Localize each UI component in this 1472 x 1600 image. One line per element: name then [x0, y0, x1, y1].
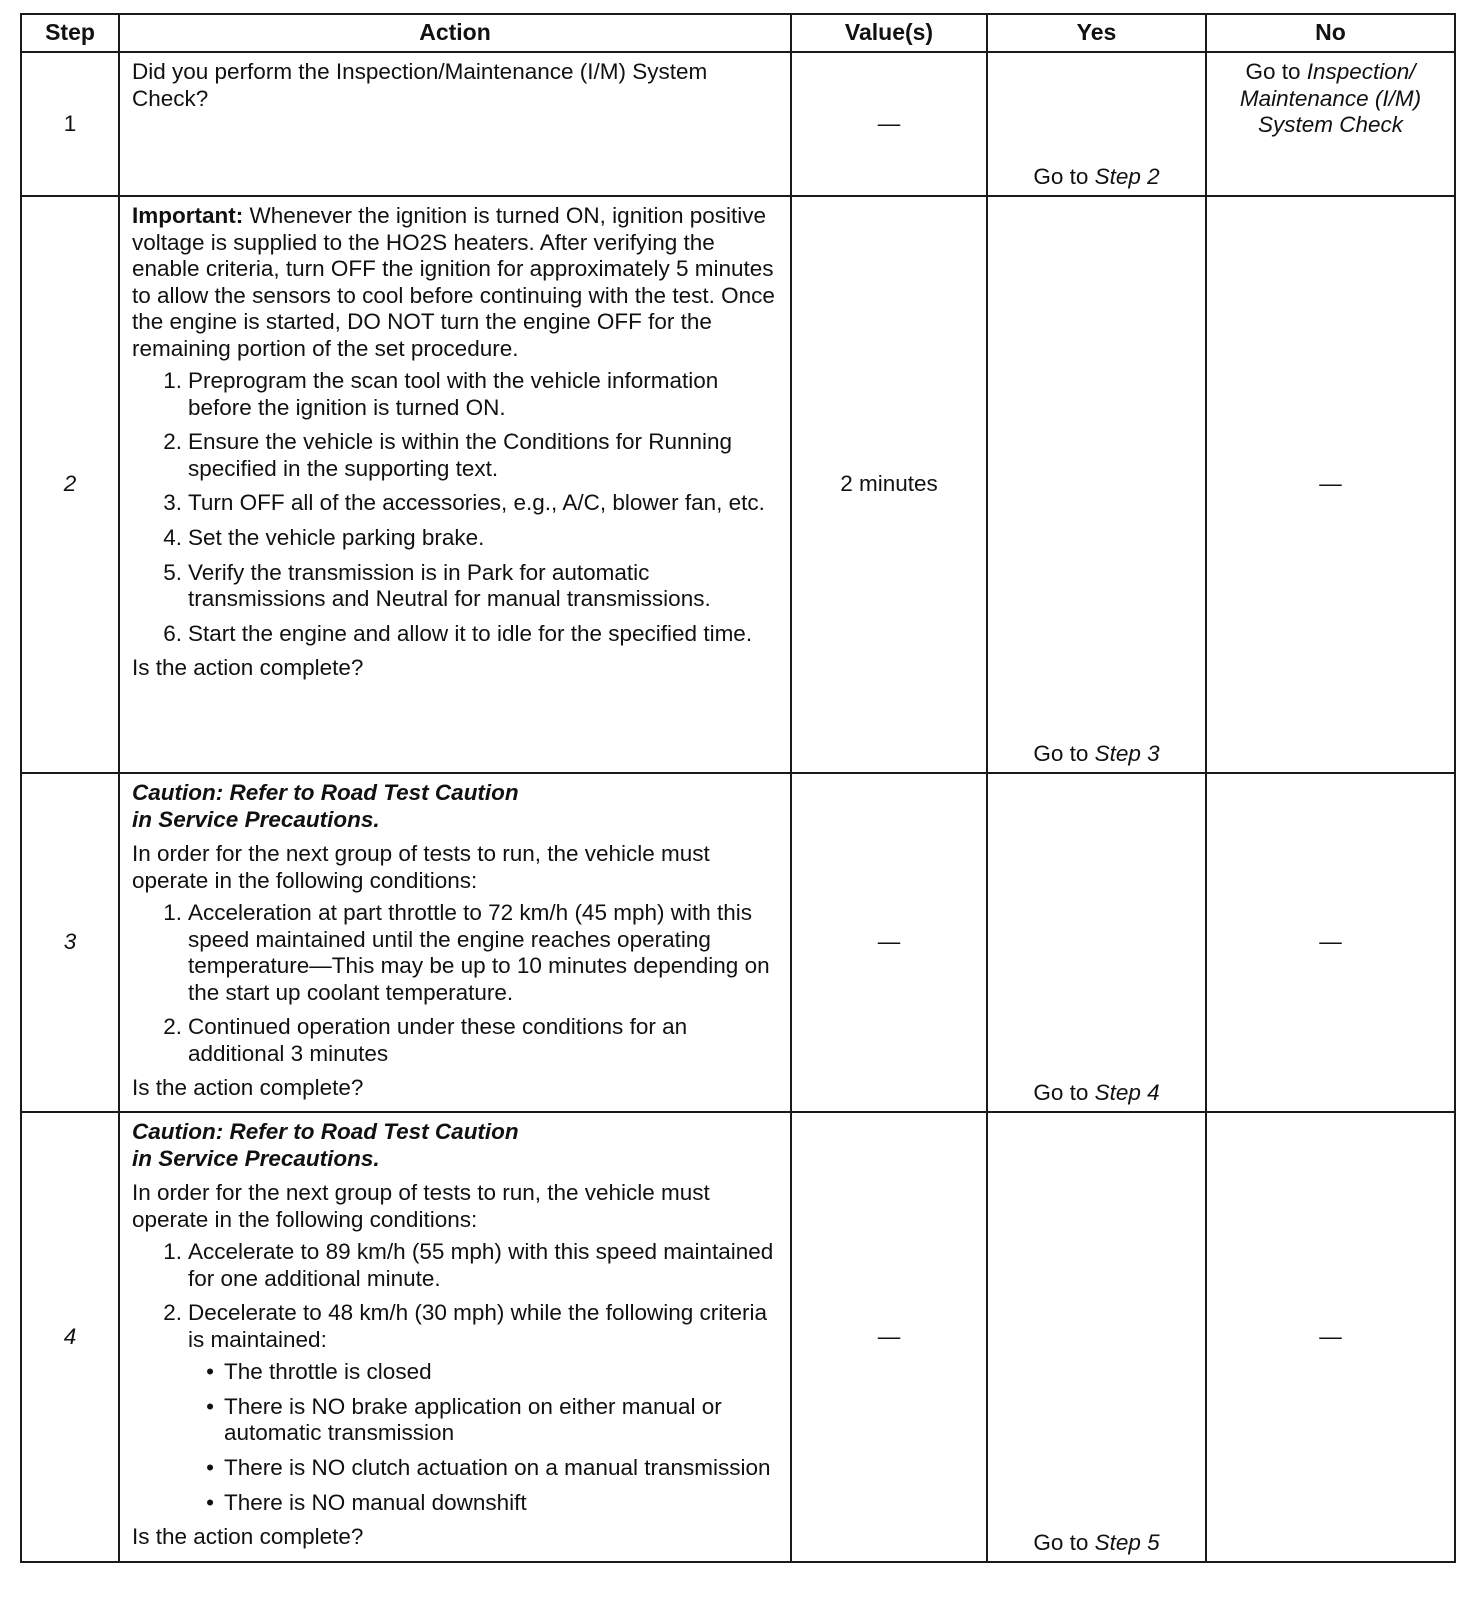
yes-link[interactable]: Step 4 [1094, 1080, 1160, 1106]
header-step: Step [21, 14, 119, 52]
table-row [21, 196, 1455, 773]
yes-cell [987, 773, 1206, 1112]
bullet-item: • The throttle is closed [206, 1359, 432, 1385]
yes-prefix: Go to [1033, 1530, 1095, 1556]
header-row [21, 14, 1455, 52]
yes-prefix: Go to [1033, 741, 1095, 767]
action-cell [119, 1112, 791, 1562]
caution-note [132, 780, 780, 833]
list-item: 2. Decelerate to 48 km/h (30 mph) while the following criteria is maintained: • The throttle is closed • There is NO brake application on either manual or automatic transmission • There is NO clutch actuation on a manual transmission • There is NO manual downshift [132, 1300, 780, 1516]
conditions-intro: In order for the next group of tests to run, the vehicle must operate in the following conditions: [132, 841, 710, 893]
procedure-list [132, 368, 780, 647]
list-item: 1. Acceleration at part throttle to 72 km/h (45 mph) with this speed maintained until the engine reaches operating temperature—This may be up to 10 minutes depending on the start up coolant temperature. [163, 900, 770, 1005]
important-text: Whenever the ignition is turned ON, ignition positive voltage is supplied to the HO2S heaters. After verifying the enable criteria, turn OFF the ignition for approximately 5 minutes to allow the sensors to cool before continuing with the test. Once the engine is started, DO NOT turn the engine OFF for the remaining portion of the set procedure. [132, 203, 775, 361]
no-link[interactable]: Inspection/ Maintenance (I/M) System Check [1239, 59, 1422, 138]
list-item: 2. Continued operation under these conditions for an additional 3 minutes [163, 1014, 688, 1066]
caution-line: Caution: Refer to Road Test Caution [132, 1119, 519, 1144]
step-number: 1 [21, 52, 119, 196]
action-cell [119, 196, 791, 773]
caution-note [132, 1119, 780, 1172]
no-cell [1206, 52, 1455, 196]
step-number: 4 [21, 1112, 119, 1562]
header-values: Value(s) [791, 14, 987, 52]
diagnostic-steps-table [20, 13, 1456, 1563]
step-number: 2 [21, 196, 119, 773]
bullet-item: • There is NO brake application on either manual or automatic transmission [206, 1393, 722, 1446]
table-row [21, 52, 1455, 196]
no-cell: — [1206, 196, 1455, 773]
conditions-list [132, 900, 780, 1067]
list-item: 4. Set the vehicle parking brake. [163, 525, 485, 551]
caution-line: in Service Precautions. [132, 1145, 380, 1171]
important-note [132, 203, 780, 362]
yes-cell [987, 1112, 1206, 1562]
list-item: 1. Preprogram the scan tool with the vehicle information before the ignition is turned ON. [163, 368, 719, 420]
no-cell: — [1206, 773, 1455, 1112]
header-action: Action [119, 14, 791, 52]
action-text: Did you perform the Inspection/Maintenance (I/M) System Check? [132, 59, 708, 111]
header-yes: Yes [987, 14, 1206, 52]
yes-cell [987, 196, 1206, 773]
yes-prefix: Go to [1033, 1080, 1095, 1106]
list-item: 2. Ensure the vehicle is within the Conditions for Running specified in the supporting text. [163, 429, 733, 481]
yes-link[interactable]: Step 2 [1094, 164, 1160, 190]
completion-question: Is the action complete? [132, 1524, 364, 1550]
caution-line: in Service Precautions. [132, 806, 380, 832]
value-cell: — [791, 1112, 987, 1562]
conditions-intro: In order for the next group of tests to run, the vehicle must operate in the following conditions: [132, 1180, 710, 1232]
completion-question: Is the action complete? [132, 1075, 364, 1101]
list-item: 6. Start the engine and allow it to idle for the specified time. [163, 620, 753, 646]
no-prefix: Go to [1245, 59, 1307, 84]
yes-cell [987, 52, 1206, 196]
no-cell: — [1206, 1112, 1455, 1562]
action-cell [119, 52, 791, 196]
completion-question: Is the action complete? [132, 655, 364, 681]
criteria-list [132, 1359, 780, 1516]
header-no: No [1206, 14, 1455, 52]
caution-line: Caution: Refer to Road Test Caution [132, 780, 519, 805]
list-item: 1. Accelerate to 89 km/h (55 mph) with this speed maintained for one additional minute. [163, 1239, 774, 1291]
important-label: Important: [132, 203, 244, 228]
bullet-item: • There is NO manual downshift [206, 1489, 527, 1515]
list-item: 3. Turn OFF all of the accessories, e.g., A/C, blower fan, etc. [163, 490, 765, 516]
bullet-item: • There is NO clutch actuation on a manual transmission [206, 1455, 771, 1481]
value-cell: — [791, 773, 987, 1112]
conditions-list [132, 1239, 780, 1516]
table-row [21, 773, 1455, 1112]
yes-link[interactable]: Step 3 [1094, 741, 1160, 767]
yes-prefix: Go to [1033, 164, 1095, 190]
list-item: 5. Verify the transmission is in Park for automatic transmissions and Neutral for manual transmissions. [163, 559, 711, 612]
value-cell: 2 minutes [791, 196, 987, 773]
action-cell [119, 773, 791, 1112]
value-cell: — [791, 52, 987, 196]
table-row [21, 1112, 1455, 1562]
step-number: 3 [21, 773, 119, 1112]
yes-link[interactable]: Step 5 [1094, 1530, 1160, 1556]
